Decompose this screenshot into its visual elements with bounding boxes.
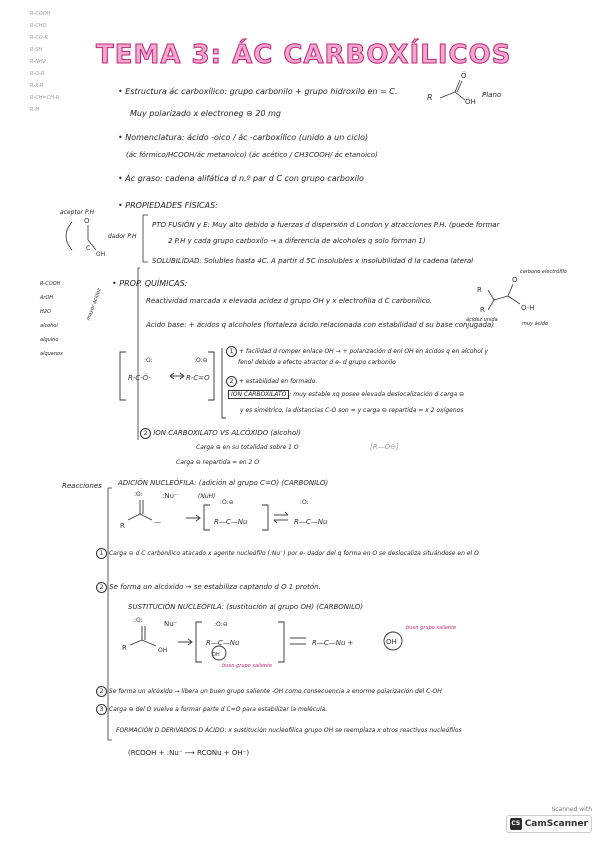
acid-base-bullet-2: 2 + estabilidad en formado. [226, 376, 317, 387]
carbon-electrophile-note: carbono electrófilo [520, 269, 567, 275]
leaving-group-note: buen grupo saliente [222, 663, 273, 669]
derivatives-formation: FORMACIÓN D DERIVADOS D ÁCIDO: x sustitución nucleofílica grupo OH se reemplaza x otros reactivos nucleófilos [116, 727, 462, 734]
svg-text::O:: :O: [134, 617, 143, 624]
acid-base-bullet-1: 1 + facilidad d romper enlace OH → + polarización d enl OH en ácidos q en alcohol y [226, 346, 488, 357]
acid-base-bullet-1b: fenol debido a efecto atractor d e- d grupo carbonilo [238, 359, 396, 366]
acidez-unida-note: ácidez unida [466, 317, 498, 323]
camscanner-logo [506, 815, 592, 833]
svg-text:R: R [480, 306, 485, 314]
resonance-structure-icon [120, 348, 226, 418]
substitution-mechanism-icon [130, 622, 402, 662]
svg-text:R—C—Nu: R—C—Nu [214, 518, 248, 526]
nuh-label: (NuH) [198, 493, 216, 500]
intro-fatty-acid: • Ác graso: cadena alifática d n.º par d C con grupo carboxilo [118, 174, 364, 183]
chemical-header: • PROP. QUÍMICAS: [112, 279, 188, 288]
reactions-side-label: Reacciones [62, 482, 102, 490]
svg-text:O: O [512, 276, 518, 284]
acidity-list-item: alquino [40, 337, 59, 343]
svg-text:OH: OH [158, 647, 168, 654]
acidity-list-item: alquenos [40, 351, 63, 357]
carboxylate-charge: Carga ⊖ repartida = en 2 O [176, 459, 259, 466]
mayor-acidez-note: mayor acidez [85, 287, 103, 322]
intro-polarity: Muy polarizado x electroneg ⊖ 20 mg [130, 109, 281, 118]
substitution-header: SUSTITUCIÓN NUCLEÓFILA: (sustitución al grupo OH) (CARBONILO) [128, 603, 364, 611]
svg-text:R: R [477, 286, 482, 294]
svg-text:R: R [427, 93, 433, 102]
svg-text:C: C [86, 245, 91, 252]
ion-carboxylate-line-2: y es simétrico, la distancias C-O son = y carga ⊖ repartida = x 2 oxígenos [240, 407, 464, 414]
derivatives-equation: (RCOOH + :Nu⁻ ⟶ RCONu + OH⁻) [128, 749, 250, 757]
camscanner-icon: CS [510, 818, 522, 830]
muy-acido-note: muy ácido [522, 321, 549, 327]
note-acceptor: aceptor P.H [60, 209, 95, 216]
svg-text:R—C—Nu +: R—C—Nu + [312, 639, 354, 647]
intro-examples: (ác fórmico/HCOOH/ác metanoico) (ác acético / CH3COOH/ ác etanoico) [126, 151, 378, 159]
margin-group-item: R-H [30, 107, 40, 113]
svg-text:R—C—Nu: R—C—Nu [294, 518, 328, 526]
good-leaving-group-note: buen grupo saliente [406, 625, 457, 631]
note-donor: dador P.H [108, 233, 137, 240]
svg-text::O:: :O: [300, 499, 309, 506]
melting-point-2: 2 P.H y cada grupo carboxilo → a diferencia de alcoholes q solo forman 1) [168, 237, 426, 245]
svg-text:ÖH: ÖH [465, 98, 476, 106]
margin-group-item: R-SH [30, 47, 43, 53]
svg-text:OH: OH [212, 652, 220, 658]
svg-text:Nu⁻: Nu⁻ [164, 620, 178, 628]
solubility: SOLUBILIDAD: Solubles hasta 4C. A partir d 5C insolubles x insolubilidad d la cadena lateral [152, 257, 474, 265]
acidity-list-item: ArOH [40, 295, 54, 301]
camscanner-watermark [506, 806, 592, 838]
svg-text::O:⊖: :O:⊖ [220, 499, 234, 506]
structure-note: Plano [482, 91, 502, 99]
svg-text:O: O [84, 217, 90, 225]
margin-group-item: R-NH2 [30, 59, 46, 65]
svg-text:R—C—Nu: R—C—Nu [206, 639, 240, 647]
svg-text:OH: OH [386, 638, 397, 646]
margin-group-item: R-X-R [30, 83, 44, 89]
svg-text:OH: OH [96, 251, 106, 258]
hydrogen-bond-icon [66, 222, 96, 250]
svg-text:R-C=O: R-C=O [186, 374, 210, 382]
margin-group-item: R-CO-R [30, 35, 48, 41]
svg-text:R: R [120, 522, 125, 530]
svg-text::Nu⁻: :Nu⁻ [162, 492, 178, 500]
ion-carboxylate-line: ION CARBOXILATO : muy estable xq posee elevada deslocalización d carga ⊖ [228, 392, 464, 399]
margin-group-item: R-COOH [30, 11, 51, 17]
substitution-step-3: 3 Carga ⊖ del O vuelve a formar parte d C=O para estabilizar la molécula. [96, 704, 327, 715]
alkoxide-sketch: [R—Ö⊖] [370, 443, 399, 451]
svg-text::O:: :O: [144, 357, 153, 364]
svg-text::O:: :O: [134, 491, 143, 498]
scanned-with-text: Scanned with [551, 806, 592, 813]
acidity-list-item: H2O [40, 309, 51, 315]
svg-text:—: — [154, 518, 161, 526]
physical-header: • PROPIEDADES FÍSICAS: [118, 201, 218, 210]
camscanner-brand: CamScanner [524, 819, 588, 829]
alkoxide-charge: Carga ⊖ en su totalidad sobre 1 O [196, 444, 299, 451]
margin-group-item: R-CHO [30, 23, 47, 29]
svg-text::O:⊖: :O:⊖ [214, 621, 228, 628]
svg-text:R-C-Ö-: R-C-Ö- [128, 374, 151, 382]
addition-header: ADICIÓN NUCLEÓFILA: (adición al grupo C=O) (CARBONILO) [118, 479, 329, 487]
addition-step-1: 1 Carga ⊖ d C carbonílico atacado x agente nucleófilo (:Nu⁻) por e- dador del q forma en O se deslocaliza situándose en el O [96, 548, 479, 559]
carboxyl-structure-icon [440, 80, 465, 100]
svg-text::O:⊖: :O:⊖ [194, 357, 208, 364]
acidity-list-item: alcohol [40, 323, 58, 329]
intro-structure: • Estructura ác carboxílico: grupo carbonilo + grupo hidroxilo en = C. [118, 87, 398, 96]
substitution-step-2: 2 Se forma un alcóxido → libera un buen grupo saliente -OH como consecuencia a enorme polarización del C-OH [96, 686, 442, 697]
acid-base-line: Ácido base: + ácidos q alcoholes (fortaleza ácido relacionada con estabilidad d su base conjugada) [146, 321, 494, 329]
intro-nomenclature: • Nomenclatura: ácido -oico / ác -carboxílico (unido a un ciclo) [118, 133, 369, 142]
addition-mechanism-icon [128, 500, 288, 530]
svg-text:O-H: O-H [521, 304, 535, 312]
addition-step-2: 2 Se forma un alcóxido → se estabiliza captando d O 1 protón. [96, 582, 321, 593]
melting-point-1: PTO FUSIÓN y E: Muy alto debido a fuerzas d dispersión d London y atracciones P.H. (puede formar [152, 221, 500, 229]
acidity-list-item: R-COOH [40, 281, 61, 287]
margin-group-item: R-O-R [30, 71, 45, 77]
reactivity-line: Reactividad marcada x elevada acidez d grupo OH y x electrofilia d C carbonílico. [146, 297, 433, 305]
page-title: TEMA 3: ÁC CARBOXÍLICOS [96, 40, 512, 70]
margin-group-item: R-CH=CH-R [30, 95, 60, 101]
ion-vs-alkoxide: 2 ION CARBOXILATO VS ALCÓXIDO (alcohol) [140, 428, 301, 439]
svg-text:R: R [122, 644, 127, 652]
svg-text:Ö: Ö [461, 72, 467, 80]
